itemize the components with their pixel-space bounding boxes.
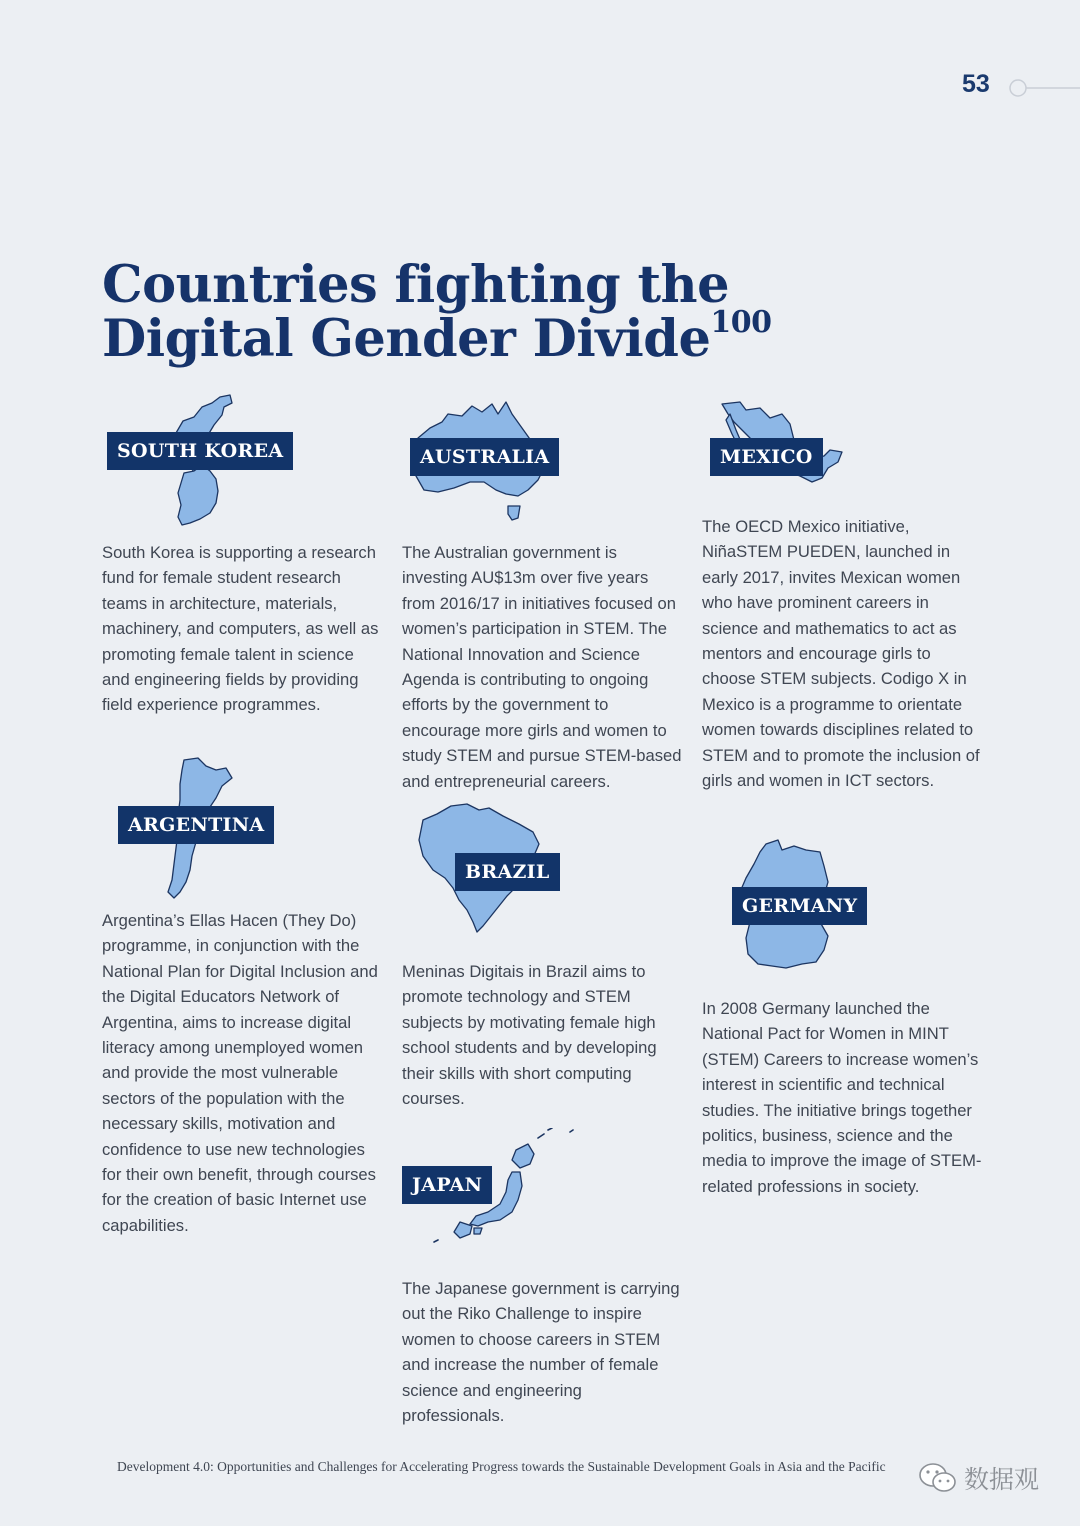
south-korea-text: South Korea is supporting a research fund for female student research teams in architecture, materials, machinery, and computers, as well as promoting female talent in science and engineering fields by providing field experience programmes. xyxy=(102,543,379,715)
title-footnote-ref: 100 xyxy=(710,305,772,340)
title-line-1: Countries fighting the xyxy=(102,255,730,315)
brazil-label: BRAZIL xyxy=(455,853,560,891)
argentina-label: ARGENTINA xyxy=(118,806,274,844)
watermark-text: 数据观 xyxy=(964,1465,1040,1494)
footer-text: Development 4.0: Opportunities and Challenges for Accelerating Progress towards the Sustainable Development Goals in Asia and the Pacific xyxy=(117,1459,886,1474)
title-line-2: Digital Gender Divide xyxy=(102,309,711,369)
germany-label: GERMANY xyxy=(732,887,867,925)
argentina-text: Argentina’s Ellas Hacen (They Do) programme, in conjunction with the National Plan for Digital Inclusion and the Digital Educators Network of Argentina, aims to increase digital literacy among unemployed women and provide the most vulnerable sectors of the population with the necessary skills, motivation and confidence to use new technologies for their own benefit, through courses for the creation of basic Internet use capabilities. xyxy=(102,911,378,1235)
australia-text: The Australian government is investing AU$13m over five years from 2016/17 in initiatives focused on women’s participation in STEM. The National Innovation and Science Agenda is contributing to ongoing efforts by the government to encourage more girls and women to study STEM and pursue STEM-based and entrepreneurial careers. xyxy=(402,543,682,791)
watermark xyxy=(918,1460,1039,1496)
page-number: 53 xyxy=(962,70,990,98)
japan-label: JAPAN xyxy=(402,1166,492,1204)
mexico-label: MEXICO xyxy=(710,438,823,476)
wechat-icon xyxy=(918,1461,958,1495)
brazil-text: Meninas Digitais in Brazil aims to promote technology and STEM subjects by motivating female high school students and by developing their skills with short computing courses. xyxy=(402,962,657,1109)
japan-text: The Japanese government is carrying out the Riko Challenge to inspire women to choose careers in STEM and increase the number of female science and engineering professionals. xyxy=(402,1279,680,1426)
south-korea-label: SOUTH KOREA xyxy=(107,432,293,470)
australia-label: AUSTRALIA xyxy=(410,438,559,476)
page-number-decoration xyxy=(1008,78,1080,100)
mexico-text: The OECD Mexico initiative, NiñaSTEM PUEDEN, launched in early 2017, invites Mexican women who have prominent careers in science and mathematics to act as mentors and encourage girls to choose STEM subjects. Codigo X in Mexico is a programme to orientate women towards disciplines related to STEM and to promote the inclusion of girls and women in ICT sectors. xyxy=(702,517,980,791)
germany-text: In 2008 Germany launched the National Pact for Women in MINT (STEM) Careers to increase women’s interest in scientific and technical studies. The initiative brings together politics, business, science and the media to improve the image of STEM-related professions in society. xyxy=(702,999,982,1196)
page-title xyxy=(102,255,772,369)
